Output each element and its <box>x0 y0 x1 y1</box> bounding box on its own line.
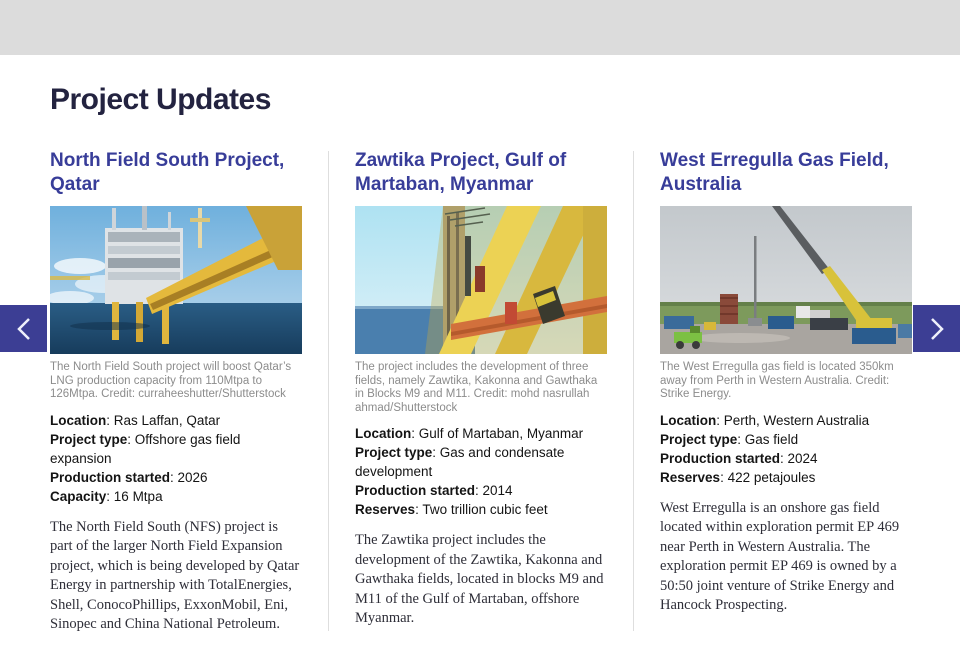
detail-value: Perth, Western Australia <box>723 412 870 428</box>
detail-value: Gas and condensate development <box>355 445 565 479</box>
detail-value: Two trillion cubic feet <box>422 502 548 517</box>
photo-credit-caption: The project includes the development of three fields, namely Zawtika, Kakonna and Gawthaka in Blocks M9 and M11. Credit: mohd nasrullah ahmad/Shutterstock <box>355 361 598 414</box>
detail-value: 422 petajoules <box>727 469 816 485</box>
card-divider <box>633 151 634 631</box>
project-card-north-field-south <box>50 149 302 635</box>
detail-value: 2026 <box>177 469 208 485</box>
carousel-next-button[interactable] <box>913 305 960 352</box>
detail-label: Project type <box>660 431 738 447</box>
detail-row: Production started: 2024 <box>660 450 818 466</box>
onshore-site-photo[interactable] <box>660 206 912 354</box>
photo-credit-caption: The North Field South project will boost Qatar’s LNG production capacity from 110Mtpa to 126Mtpa. Credit: curraheeshutter/Shutterstock <box>50 361 292 400</box>
card-details <box>660 411 912 487</box>
detail-label: Production started <box>660 450 781 466</box>
detail-value: Gas field <box>744 431 799 447</box>
card-title-link[interactable]: West Erregulla Gas Field, Australia <box>660 150 889 195</box>
detail-row: Location: Perth, Western Australia <box>660 412 870 428</box>
detail-value: 2024 <box>787 450 818 466</box>
card-title-link[interactable]: North Field South Project, Qatar <box>50 150 285 195</box>
main-content <box>0 83 960 635</box>
detail-row: Production started: 2026 <box>50 469 208 485</box>
card-description: West Erregulla is an onshore gas field located within exploration permit EP 469 near Perth in Western Australia. The exploration permit EP 469 is owned by a 50:50 joint venture of Strike Energy and Hancock Prospecting. <box>660 499 900 613</box>
card-divider <box>328 151 329 631</box>
card-description: The North Field South (NFS) project is part of the larger North Field Expansion project, which is being developed by Qatar Energy in partnership with TotalEnergies, Shell, ConocoPhillips, ExxonMobil, Eni, Sinopec and China National Petroleum. <box>50 518 300 632</box>
detail-row: Reserves: 422 petajoules <box>660 469 816 485</box>
detail-value: Gulf of Martaban, Myanmar <box>418 426 584 441</box>
offshore-platform-photo[interactable] <box>50 206 302 354</box>
detail-row: Project type: Gas and condensate development <box>355 445 565 479</box>
detail-row: Reserves: Two trillion cubic feet <box>355 502 548 517</box>
detail-value: Ras Laffan, Qatar <box>113 412 221 428</box>
detail-label: Location <box>355 426 412 441</box>
photo-credit-caption: The West Erregulla gas field is located 350km away from Perth in Western Australia. Credit: Strike Energy. <box>660 361 894 400</box>
detail-label: Reserves <box>355 502 416 517</box>
detail-row: Location: Gulf of Martaban, Myanmar <box>355 426 584 441</box>
detail-label: Capacity <box>50 488 107 504</box>
card-details <box>355 424 607 519</box>
detail-label: Reserves <box>660 469 721 485</box>
card-title-link[interactable]: Zawtika Project, Gulf of Martaban, Myanmar <box>355 150 567 195</box>
detail-row: Project type: Gas field <box>660 431 799 447</box>
detail-label: Production started <box>355 483 476 498</box>
detail-row: Project type: Offshore gas field expansion <box>50 431 241 466</box>
project-card-west-erregulla <box>660 149 912 616</box>
detail-label: Project type <box>355 445 433 460</box>
platform-beams-photo[interactable] <box>355 206 607 354</box>
detail-row: Capacity: 16 Mtpa <box>50 488 163 504</box>
top-bar <box>0 0 960 55</box>
project-card-zawtika <box>355 149 607 629</box>
detail-label: Production started <box>50 469 171 485</box>
detail-row: Location: Ras Laffan, Qatar <box>50 412 221 428</box>
detail-label: Project type <box>50 431 128 447</box>
detail-row: Production started: 2014 <box>355 483 513 498</box>
page-title: Project Updates <box>50 83 271 116</box>
chevron-right-icon <box>928 316 946 342</box>
card-details <box>50 411 302 506</box>
project-cards-row <box>50 149 910 635</box>
detail-label: Location <box>50 412 107 428</box>
carousel-prev-button[interactable] <box>0 305 47 352</box>
chevron-left-icon <box>15 316 33 342</box>
detail-value: Offshore gas field expansion <box>50 431 241 466</box>
card-description: The Zawtika project includes the development of the Zawtika, Kakonna and Gawthaka fields, located in blocks M9 and M11 of the Gulf of Martaban, offshore Myanmar. <box>355 532 604 626</box>
detail-value: 16 Mtpa <box>113 488 163 504</box>
detail-value: 2014 <box>482 483 513 498</box>
detail-label: Location <box>660 412 717 428</box>
